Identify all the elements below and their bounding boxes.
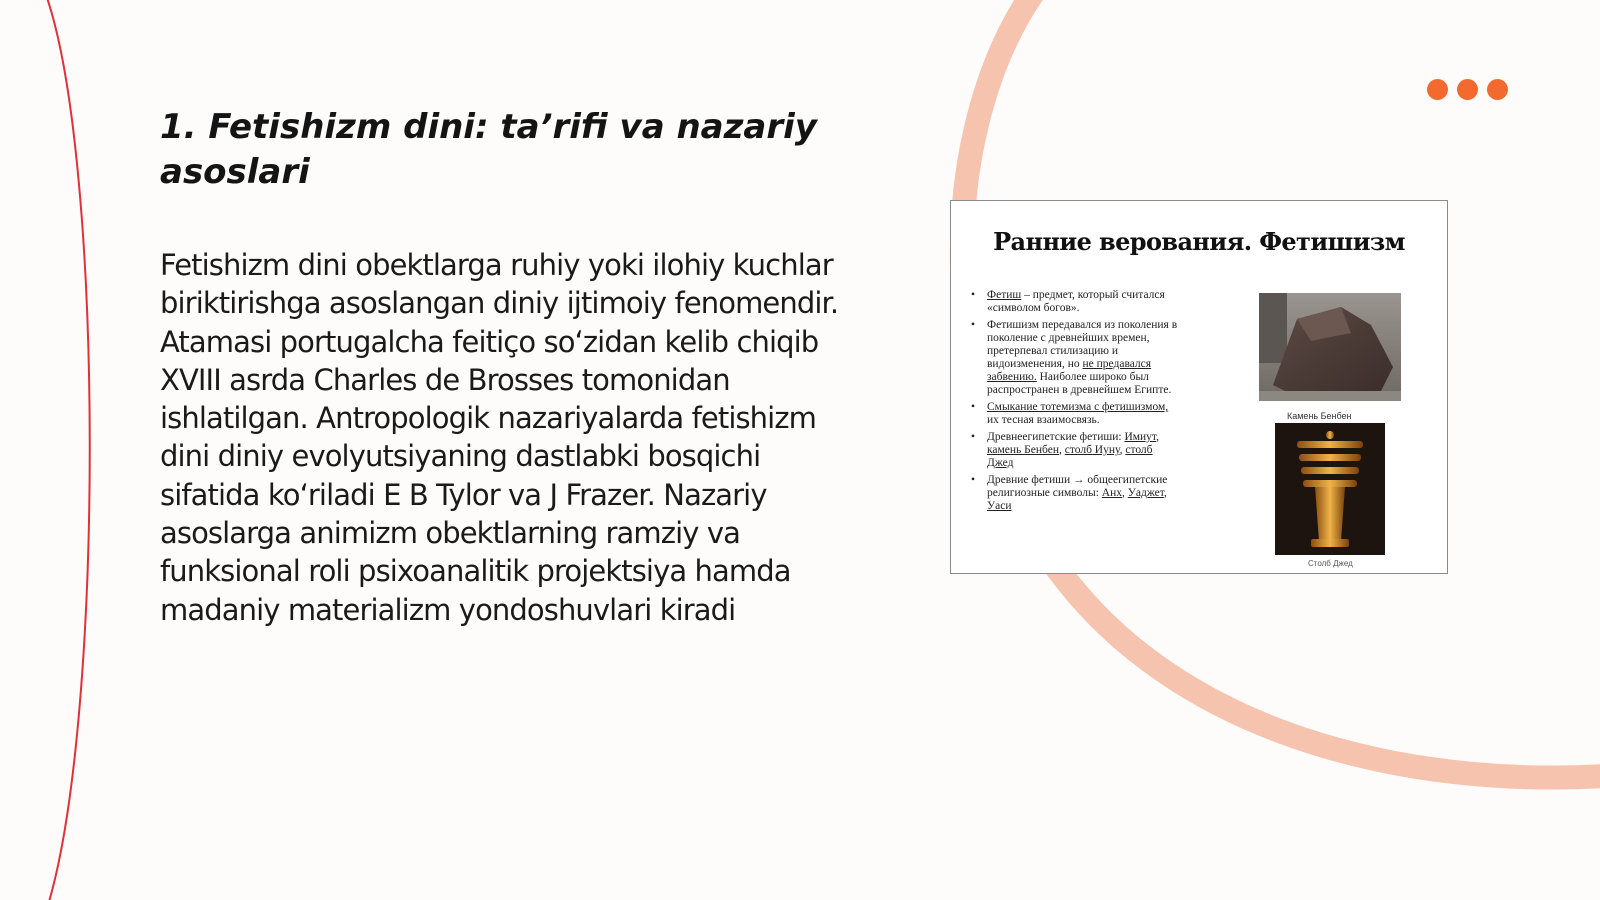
embedded-slide-title: Ранние верования. Фетишизм (993, 227, 1405, 256)
embedded-bullet-link-text: Фетиш (987, 289, 1022, 301)
embedded-bullet-link-text: не предавался забвению. (987, 358, 1152, 383)
embedded-slide-image (950, 200, 1448, 574)
embedded-bullet-text: , (1119, 444, 1126, 456)
dot-3 (1487, 79, 1508, 100)
embedded-bullet-link-text: Смыкание тотемизма с фетишизмом, (987, 401, 1169, 413)
embedded-bullet-text: , (1059, 444, 1065, 456)
benben-stone-caption: Камень Бенбен (1287, 411, 1352, 421)
embedded-bullet-text: Наиболее широко был распространен в древнейшем Египте. (987, 371, 1172, 396)
embedded-bullet-text: Фетишизм передавался из поколения в поколение с древнейших времен, претерпевал стилизацию и видоизменения, но (987, 319, 1178, 370)
embedded-bullet-item (971, 474, 1181, 513)
embedded-bullet-item (971, 401, 1181, 427)
embedded-bullet-link-text: столб Джед (987, 444, 1153, 469)
embedded-bullet-text: , (1163, 487, 1167, 499)
embedded-bullet-text: Древнеегипетские фетиши: (987, 431, 1125, 443)
decorative-dots (1427, 79, 1508, 101)
embedded-bullet-text: , (1156, 431, 1159, 443)
dot-2 (1457, 79, 1478, 100)
embedded-bullet-link-text: столб Иуну (1064, 444, 1120, 456)
embedded-bullet-text: – предмет, который считался «символом богов». (987, 289, 1165, 314)
embedded-bullet-link-text: Анх (1101, 487, 1123, 499)
embedded-slide-bullets (971, 289, 1181, 517)
djed-pillar-caption: Столб Джед (1308, 559, 1353, 568)
embedded-bullet-link-text: Уаджет (1127, 487, 1164, 499)
embedded-bullet-text: , (1122, 487, 1128, 499)
djed-pillar-photo (1275, 423, 1385, 555)
embedded-bullet-link-text: Имиут (1124, 431, 1157, 443)
decorative-red-line (46, 0, 90, 900)
embedded-bullet-text: их тесная взаимосвязь. (987, 414, 1100, 426)
embedded-bullet-item (971, 319, 1181, 397)
embedded-bullet-text: Древние фетиши → общеегипетские религиозные символы: (987, 474, 1168, 499)
dot-1 (1427, 79, 1448, 100)
embedded-bullet-link-text: камень Бенбен (987, 444, 1059, 456)
benben-stone-photo (1259, 293, 1401, 401)
slide-body-text: Fetishizm dini obektlarga ruhiy yoki ilohiy kuchlar biriktirishga asoslangan diniy ijtimoiy fenomendir. Atamasi portugalcha feitiço so‘zidan kelib chiqib XVIII asrda Charles de Brosses tomonidan ishlatilgan. Antropologik nazariyalarda fetishizm dini diniy evolyutsiyaning dastlabki bosqichi sifatida ko‘riladi E B Tylor va J Frazer. Nazariy asoslarga animizm obektlarning ramziy va funksional roli psixoanalitik projektsiya hamda madaniy materializm yondoshuvlari kiradi (160, 248, 839, 627)
embedded-bullet-item (971, 431, 1181, 470)
embedded-bullet-link-text: Уаси (987, 500, 1012, 512)
embedded-bullet-item (971, 289, 1181, 315)
slide-title: 1. Fetishizm dini: ta’rifi va nazariy asoslari (160, 107, 817, 192)
